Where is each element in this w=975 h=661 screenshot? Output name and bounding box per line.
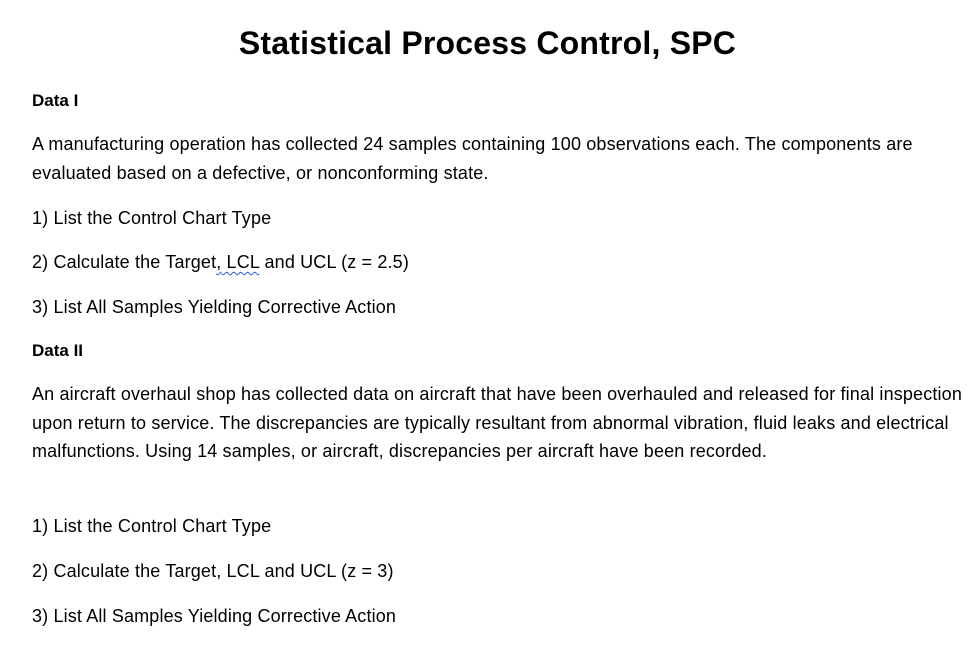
spelling-squiggle-lcl: LCL xyxy=(221,252,260,272)
section1-paragraph: A manufacturing operation has collected 24 samples containing 100 observations each. The components are evaluated based on a defective, or nonconforming state. xyxy=(32,134,913,183)
section2-item-control-chart-type: 1) List the Control Chart Type xyxy=(32,516,272,536)
section1-item-corrective-action: 3) List All Samples Yielding Corrective Action xyxy=(32,297,397,317)
section1-item2-suffix: and UCL (z = 2.5) xyxy=(259,252,409,272)
section2-paragraph: An aircraft overhaul shop has collected data on aircraft that have been overhauled and released for final inspection upon return to service. The discrepancies are typically resultant from abnormal vibration, fluid leaks and electrical malfunctions. Using 14 samples, or aircraft, discrepancies per aircraft have been recorded. xyxy=(32,384,962,461)
spelling-squiggle-comma: , xyxy=(216,252,222,272)
section1-heading: Data I xyxy=(32,91,79,110)
section2-heading: Data II xyxy=(32,341,84,360)
section2-item-calculate-limits: 2) Calculate the Target, LCL and UCL (z = 3) xyxy=(32,561,394,581)
section2-item-corrective-action: 3) List All Samples Yielding Corrective Action xyxy=(32,606,397,626)
section1-item-control-chart-type: 1) List the Control Chart Type xyxy=(32,208,272,228)
section1-item-calculate-limits xyxy=(32,250,409,274)
section1-item2-prefix: 2) Calculate the Target xyxy=(32,252,217,272)
document-title: Statistical Process Control, SPC xyxy=(238,25,737,61)
